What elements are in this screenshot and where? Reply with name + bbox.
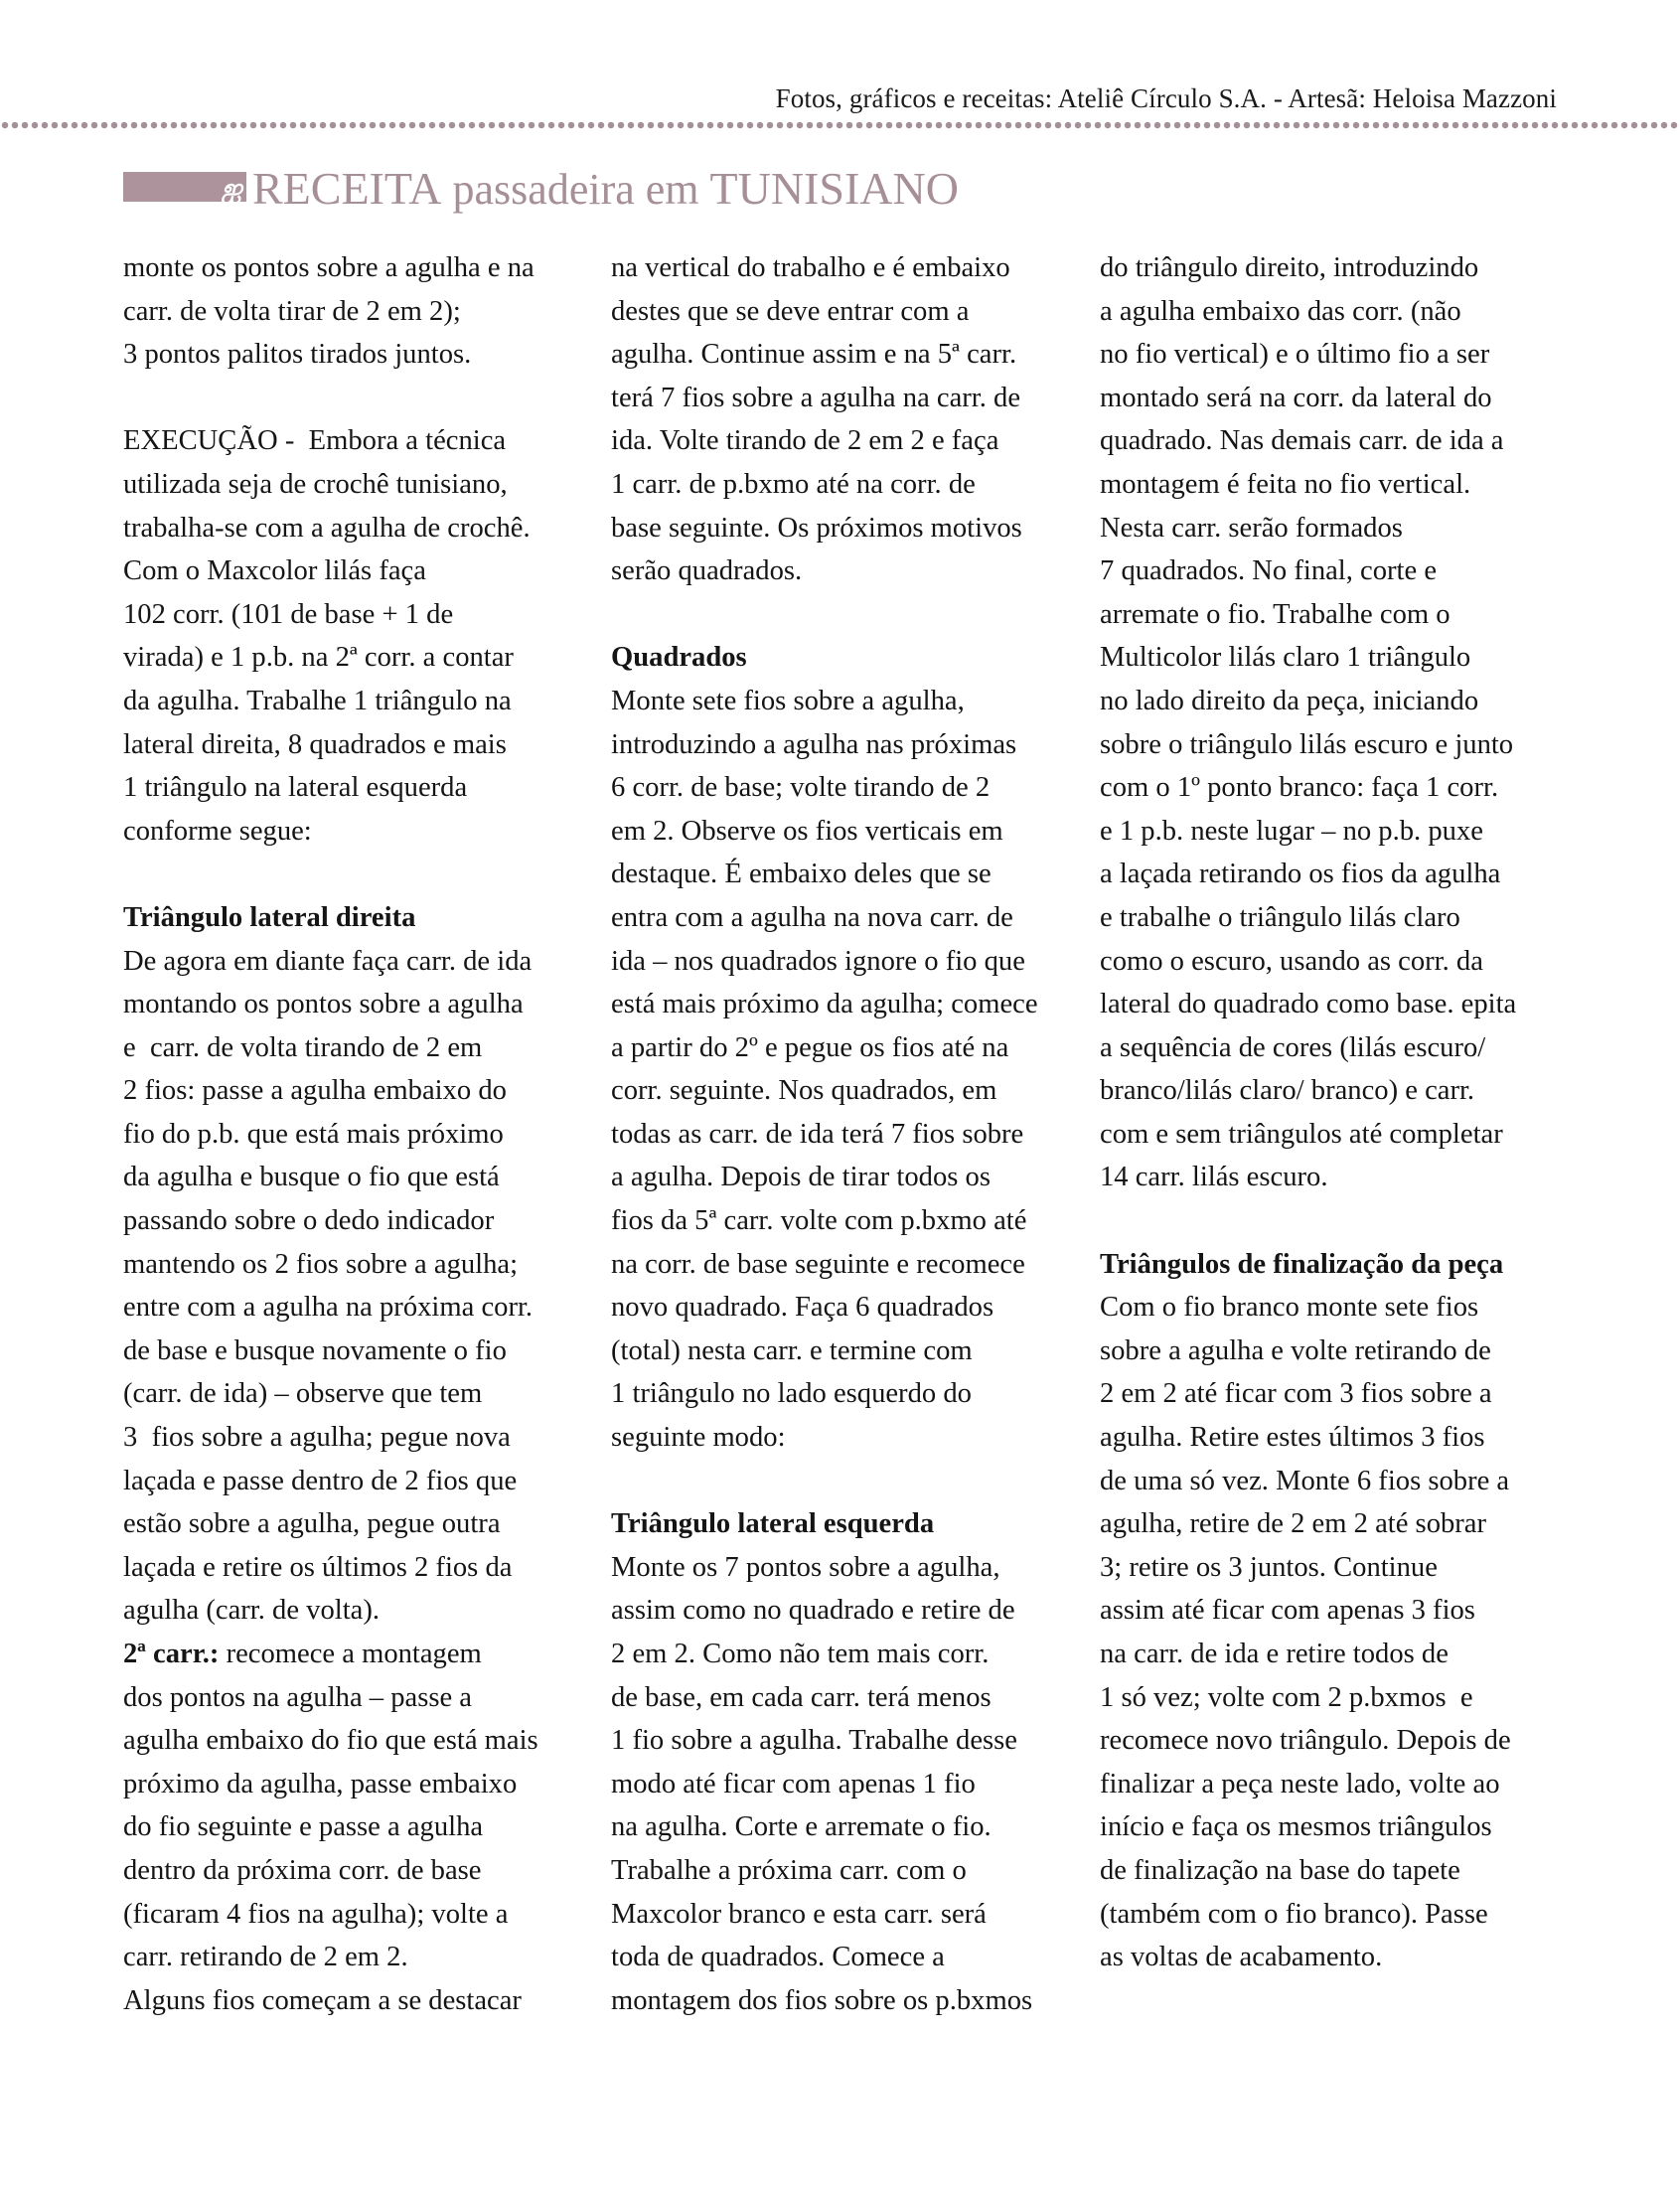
text-line: Multicolor lilás claro 1 triângulo <box>1100 642 1471 674</box>
text-line: 2 em 2 até ficar com 3 fios sobre a <box>1100 1378 1492 1410</box>
title-end: TUNISIANO <box>709 163 959 214</box>
text-line: está mais próximo da agulha; comece <box>611 989 1038 1020</box>
text-line: sobre a agulha e volte retirando de <box>1100 1334 1491 1366</box>
spacer <box>611 593 1078 637</box>
text-line: do fio seguinte e passe a agulha <box>123 1811 484 1843</box>
text-line: de base e busque novamente o fio <box>123 1334 507 1366</box>
text-line: carr. retirando de 2 em 2. <box>123 1942 408 1973</box>
text-line: recomece novo triângulo. Depois de <box>1100 1725 1511 1757</box>
text-line: a agulha. Depois de tirar todos os <box>611 1162 991 1193</box>
text-line: lateral do quadrado como base. epita <box>1100 989 1517 1020</box>
text-line: conforme segue: <box>123 815 312 847</box>
text-line: início e faça os mesmos triângulos <box>1100 1811 1492 1843</box>
text-line: monte os pontos sobre a agulha e na <box>123 252 535 283</box>
text-line: mantendo os 2 fios sobre a agulha; <box>123 1248 519 1280</box>
text-line: base seguinte. Os próximos motivos <box>611 512 1022 544</box>
spacer <box>123 853 580 896</box>
text-line: terá 7 fios sobre a agulha na carr. de <box>611 382 1021 413</box>
text-line: na agulha. Corte e arremate o fio. <box>611 1811 992 1843</box>
text-line: estão sobre a agulha, pegue outra <box>123 1508 501 1540</box>
dotted-divider <box>0 120 1680 130</box>
text-line: 1 carr. de p.bxmo até na corr. de <box>611 468 976 500</box>
text-line: próximo da agulha, passe embaixo <box>123 1768 518 1800</box>
text-line: 2 fios: passe a agulha embaixo do <box>123 1075 507 1107</box>
text-line: na carr. de ida e retire todos de <box>1100 1639 1449 1669</box>
text-line: De agora em diante faça carr. de ida <box>123 945 533 977</box>
text-line: de base, em cada carr. terá menos <box>611 1681 992 1713</box>
spacer <box>611 1460 1078 1503</box>
text-line: a sequência de cores (lilás escuro/ <box>1100 1031 1486 1063</box>
text-line: 102 corr. (101 de base + 1 de <box>123 598 454 630</box>
text-line: a partir do 2º e pegue os fios até na <box>611 1031 1009 1063</box>
text-line: 1 só vez; volte com 2 p.bxmos e <box>1100 1681 1473 1713</box>
text-line: Com o fio branco monte sete fios <box>1100 1292 1479 1324</box>
title-text <box>252 163 959 214</box>
text-line: 3 pontos palitos tirados juntos. <box>123 339 472 371</box>
column-3 <box>1100 246 1577 1979</box>
text-line: (ficaram 4 fios na agulha); volte a <box>123 1898 509 1930</box>
text-line: fios da 5ª carr. volte com p.bxmo até <box>611 1205 1027 1237</box>
text-line: da agulha e busque o fio que está <box>123 1162 500 1193</box>
text-line: 14 carr. lilás escuro. <box>1100 1162 1328 1193</box>
text-line: (também com o fio branco). Passe <box>1100 1898 1488 1930</box>
text-line: montando os pontos sobre a agulha <box>123 989 524 1020</box>
text-line: virada) e 1 p.b. na 2ª corr. a contar <box>123 642 514 674</box>
title-caps: RECEITA <box>252 163 442 214</box>
text-line: introduzindo a agulha nas próximas <box>611 728 1017 760</box>
text-line: da agulha. Trabalhe 1 triângulo na <box>123 685 512 716</box>
text-line: de finalização na base do tapete <box>1100 1854 1460 1886</box>
text-line: do triângulo direito, introduzindo <box>1100 252 1479 283</box>
text-line: agulha embaixo do fio que está mais <box>123 1725 538 1757</box>
text-line: fio do p.b. que está mais próximo <box>123 1118 504 1150</box>
text-line: Monte sete fios sobre a agulha, <box>611 685 965 716</box>
text-line: todas as carr. de ida terá 7 fios sobre <box>611 1118 1024 1150</box>
text-line: ida – nos quadrados ignore o fio que <box>611 945 1025 977</box>
text-line: Alguns fios começam a se destacar <box>123 1984 522 2016</box>
text-line: 2 em 2. Como não tem mais corr. <box>611 1639 990 1669</box>
page-title <box>123 163 959 214</box>
text-line: entre com a agulha na próxima corr. <box>123 1292 534 1324</box>
text-line: Monte os 7 pontos sobre a agulha, <box>611 1551 1000 1583</box>
row2-line <box>123 1633 580 1676</box>
text-line: montado será na corr. da lateral do <box>1100 382 1492 413</box>
text-line: Nesta carr. serão formados <box>1100 512 1403 544</box>
text-line: dentro da próxima corr. de base <box>123 1854 482 1886</box>
text-line: destes que se deve entrar com a <box>611 295 970 327</box>
text-line: modo até ficar com apenas 1 fio <box>611 1768 976 1800</box>
section-heading-triangulo-direita: Triângulo lateral direita <box>123 901 416 933</box>
text-line: com e sem triângulos até completar <box>1100 1118 1503 1150</box>
text-line: no lado direito da peça, iniciando <box>1100 685 1479 716</box>
section-heading-quadrados: Quadrados <box>611 642 747 674</box>
credits-line: Fotos, gráficos e receitas: Ateliê Círculo S.A. - Artesã: Heloisa Mazzoni <box>775 83 1557 113</box>
text-line: carr. de volta tirar de 2 em 2); <box>123 295 461 327</box>
text-line: 1 triângulo no lado esquerdo do <box>611 1378 972 1410</box>
text-line: novo quadrado. Faça 6 quadrados <box>611 1292 994 1324</box>
text-line: e 1 p.b. neste lugar – no p.b. puxe <box>1100 815 1483 847</box>
text-line: montagem é feita no fio vertical. <box>1100 468 1471 500</box>
text-line: toda de quadrados. Comece a <box>611 1942 945 1973</box>
text-line: EXECUÇÃO - Embora a técnica <box>123 425 507 457</box>
text-line: 3; retire os 3 juntos. Continue <box>1100 1551 1438 1583</box>
text-line: e carr. de volta tirando de 2 em <box>123 1031 483 1063</box>
text-line: na corr. de base seguinte e recomece <box>611 1248 1025 1280</box>
column-1 <box>123 246 580 2022</box>
spacer <box>1100 1199 1577 1243</box>
text-line: finalizar a peça neste lado, volte ao <box>1100 1768 1500 1800</box>
text-line: Maxcolor branco e esta carr. será <box>611 1898 987 1930</box>
row2-first: recomece a montagem <box>219 1639 482 1669</box>
section-heading-triangulo-esquerda: Triângulo lateral esquerda <box>611 1508 935 1540</box>
text-line: laçada e retire os últimos 2 fios da <box>123 1551 513 1583</box>
text-line: sobre o triângulo lilás escuro e junto <box>1100 728 1514 760</box>
text-line: agulha, retire de 2 em 2 até sobrar <box>1100 1508 1487 1540</box>
text-line: destaque. É embaixo deles que se <box>611 859 992 890</box>
text-line: 7 quadrados. No final, corte e <box>1100 555 1438 587</box>
text-line: ida. Volte tirando de 2 em 2 e faça <box>611 425 999 457</box>
text-line: de uma só vez. Monte 6 fios sobre a <box>1100 1465 1510 1496</box>
text-line: passando sobre o dedo indicador <box>123 1205 495 1237</box>
text-line: a laçada retirando os fios da agulha <box>1100 859 1501 890</box>
text-line: Trabalhe a próxima carr. com o <box>611 1854 967 1886</box>
text-line: no fio vertical) e o último fio a ser <box>1100 339 1490 371</box>
text-line: na vertical do trabalho e é embaixo <box>611 252 1010 283</box>
text-line: 1 fio sobre a agulha. Trabalhe desse <box>611 1725 1017 1757</box>
text-line: serão quadrados. <box>611 555 803 587</box>
text-line: lateral direita, 8 quadrados e mais <box>123 728 507 760</box>
text-line: arremate o fio. Trabalhe com o <box>1100 598 1451 630</box>
row2-label: 2ª carr.: <box>123 1639 220 1669</box>
text-line: (total) nesta carr. e termine com <box>611 1334 973 1366</box>
text-line: assim até ficar com apenas 3 fios <box>1100 1595 1475 1627</box>
text-line: assim como no quadrado e retire de <box>611 1595 1015 1627</box>
text-line: a agulha embaixo das corr. (não <box>1100 295 1461 327</box>
text-line: em 2. Observe os fios verticais em <box>611 815 1003 847</box>
text-line: 1 triângulo na lateral esquerda <box>123 772 468 804</box>
ornament-icon: ஐ <box>222 174 242 204</box>
text-line: Com o Maxcolor lilás faça <box>123 555 426 587</box>
text-line: agulha. Retire estes últimos 3 fios <box>1100 1422 1485 1454</box>
text-line: agulha (carr. de volta). <box>123 1595 381 1627</box>
text-line: 6 corr. de base; volte tirando de 2 <box>611 772 991 804</box>
text-line: branco/lilás claro/ branco) e carr. <box>1100 1075 1475 1107</box>
text-line: agulha. Continue assim e na 5ª carr. <box>611 339 1017 371</box>
text-line: como o escuro, usando as corr. da <box>1100 945 1483 977</box>
text-line: entra com a agulha na nova carr. de <box>611 901 1013 933</box>
text-line: 3 fios sobre a agulha; pegue nova <box>123 1422 511 1454</box>
text-line: montagem dos fios sobre os p.bxmos <box>611 1984 1033 2016</box>
text-line: com o 1º ponto branco: faça 1 corr. <box>1100 772 1499 804</box>
text-line: trabalha-se com a agulha de crochê. <box>123 512 531 544</box>
text-line: (carr. de ida) – observe que tem <box>123 1378 483 1410</box>
text-line: as voltas de acabamento. <box>1100 1942 1383 1973</box>
spacer <box>123 377 580 420</box>
text-line: seguinte modo: <box>611 1422 786 1454</box>
text-line: utilizada seja de crochê tunisiano, <box>123 468 508 500</box>
text-line: dos pontos na agulha – passe a <box>123 1681 472 1713</box>
section-heading-finalizacao: Triângulos de finalização da peça <box>1100 1248 1504 1280</box>
text-line: e trabalhe o triângulo lilás claro <box>1100 901 1460 933</box>
text-line: laçada e passe dentro de 2 fios que <box>123 1465 518 1496</box>
title-middle: passadeira em <box>441 165 710 214</box>
text-line: corr. seguinte. Nos quadrados, em <box>611 1075 997 1107</box>
column-2 <box>611 246 1078 2022</box>
text-line: quadrado. Nas demais carr. de ida a <box>1100 425 1504 457</box>
title-accent-block <box>123 172 246 202</box>
